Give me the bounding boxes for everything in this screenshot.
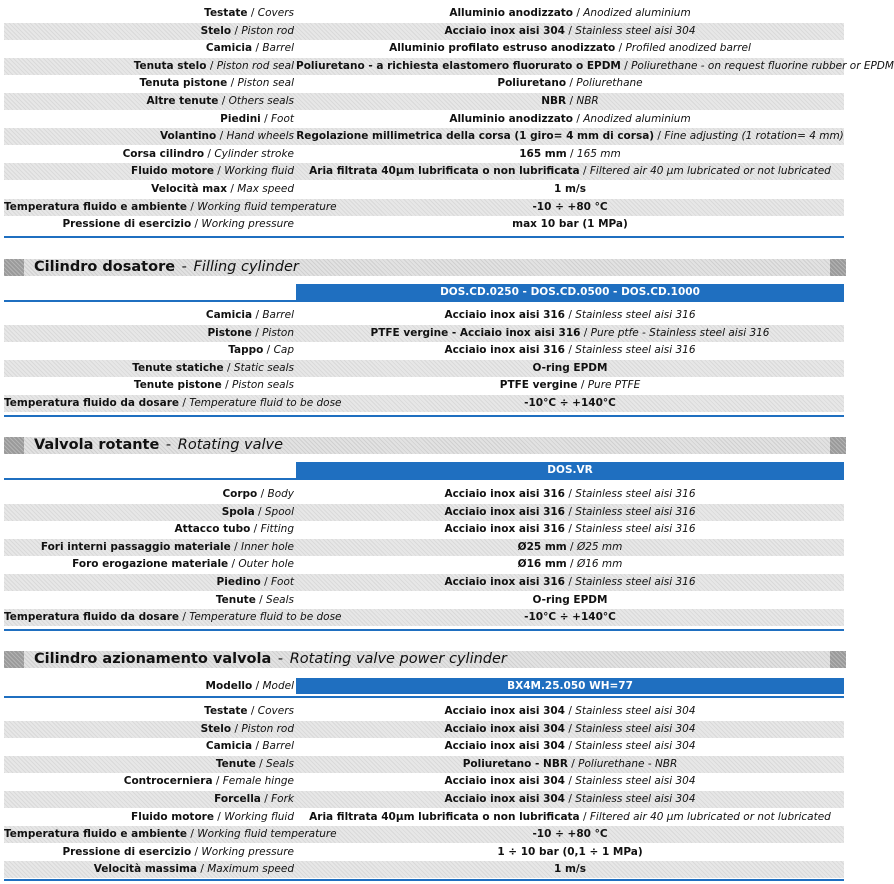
table-row	[4, 791, 844, 808]
table-row	[4, 486, 844, 503]
table-row	[4, 574, 844, 591]
label-it: Corpo	[222, 488, 258, 500]
value-en: Stainless steel aisi 304	[575, 705, 696, 717]
value-en: Ø25 mm	[576, 540, 623, 553]
label-en: Temperature fluid to be dose	[189, 611, 342, 624]
label-it: Volantino	[160, 130, 217, 143]
spec-value: Poliuretano - NBR / Poliurethane - NBR	[462, 757, 678, 770]
value-en: Filtered air 40 µm lubricated or not lubricated	[589, 165, 831, 178]
spec-value	[296, 395, 844, 412]
spec-label: Fluido motore / Working fluid	[131, 165, 294, 178]
table-row	[4, 504, 844, 521]
value-it: NBR	[541, 95, 567, 107]
label-en: Foot	[270, 576, 294, 588]
value-it: -10°C ÷ +140°C	[524, 397, 616, 409]
label-en: Foot	[270, 112, 294, 125]
label-it: Tenuta pistone	[139, 77, 228, 90]
spec-label: Foro erogazione materiale / Outer hole	[72, 558, 294, 571]
spec-label: Attacco tubo / Fitting	[174, 523, 294, 536]
spec-value	[296, 360, 844, 377]
value-it: Acciaio inox aisi 304	[444, 705, 565, 717]
spec-value	[296, 609, 844, 626]
spec-label: Tenuta pistone / Piston seal	[139, 77, 294, 90]
spec-label: Volantino / Hand wheels	[160, 130, 294, 143]
value-it: Regolazione millimetrica della corsa (1 giro= 4 mm di corsa)	[296, 130, 655, 143]
label-it: Corsa cilindro	[122, 147, 205, 160]
spec-value: Acciaio inox aisi 316 / Stainless steel aisi 316	[444, 523, 696, 536]
table-row	[4, 738, 844, 755]
label-it: Tappo	[228, 344, 264, 357]
spec-value: Aria filtrata 40µm lubrificata o non lubrificata / Filtered air 40 µm lubricated or not lubricated	[309, 810, 831, 823]
spec-label: Piedino / Foot	[216, 576, 294, 588]
value-it: 165 mm	[519, 147, 567, 160]
value-it: Aria filtrata 40µm lubrificata o non lubrificata	[309, 165, 580, 178]
table-row	[4, 307, 844, 324]
spec-value: Acciaio inox aisi 316 / Stainless steel aisi 316	[444, 488, 696, 500]
value-it: Ø25 mm	[517, 540, 567, 553]
table-row	[4, 40, 844, 57]
table-row	[4, 539, 844, 556]
table-row	[4, 181, 844, 198]
value-en: Stainless steel aisi 304	[575, 775, 696, 788]
spec-label: Tenute / Seals	[215, 757, 294, 770]
spec-label: Fluido motore / Working fluid	[131, 810, 294, 823]
table-divider	[4, 879, 844, 881]
section-title: Cilindro azionamento valvola - Rotating valve power cylinder	[34, 651, 507, 667]
spec-label: Camicia / Barrel	[205, 740, 294, 753]
spec-label: Corsa cilindro / Cylinder stroke	[122, 147, 294, 160]
spec-value	[296, 826, 844, 843]
value-it: Alluminio anodizzato	[449, 112, 574, 125]
spec-label: Piedini / Foot	[220, 112, 294, 125]
label-it: Camicia	[205, 42, 253, 55]
spec-label: Camicia / Barrel	[205, 309, 294, 321]
table-row	[4, 844, 844, 861]
model-label: Modello / Model	[205, 680, 294, 692]
label-it: Stelo	[200, 722, 232, 735]
spec-value: Acciaio inox aisi 316 / Stainless steel aisi 316	[444, 505, 696, 518]
value-en: Stainless steel aisi 304	[575, 24, 696, 37]
label-en: Covers	[257, 705, 294, 717]
spec-value: Acciaio inox aisi 316 / Stainless steel aisi 316	[444, 576, 696, 588]
value-en: Pure PTFE	[587, 379, 641, 392]
value-it: PTFE vergine - Acciaio inox aisi 316	[370, 326, 581, 339]
label-it: Attacco tubo	[174, 523, 251, 536]
spec-label: Camicia / Barrel	[205, 42, 294, 55]
label-it: Testate	[204, 705, 248, 717]
spec-value: Alluminio profilato estruso anodizzato / Profiled anodized barrel	[389, 42, 751, 55]
spec-label: Tenute statiche / Static seals	[132, 361, 294, 374]
value-en: Stainless steel aisi 316	[575, 309, 696, 321]
label-it: Temperatura fluido e ambiente	[4, 828, 188, 841]
table-divider	[4, 478, 844, 480]
table-row	[4, 128, 844, 145]
model-header: DOS.CD.0250 - DOS.CD.0500 - DOS.CD.1000	[296, 284, 844, 300]
spec-value: PTFE vergine / Pure PTFE	[499, 379, 641, 392]
table-divider	[4, 696, 844, 698]
value-it: Acciaio inox aisi 304	[444, 24, 565, 37]
label-it: Camicia	[205, 740, 253, 753]
value-it: Poliuretano - a richiesta elastomero fluorurato o EPDM	[296, 59, 621, 72]
label-en: Working fluid	[224, 165, 294, 178]
label-en: Barrel	[262, 42, 294, 55]
spec-label: Tenute pistone / Piston seals	[133, 379, 294, 392]
table-row	[4, 111, 844, 128]
table-row	[4, 556, 844, 573]
value-it: Acciaio inox aisi 316	[444, 523, 565, 536]
label-it: Temperatura fluido da dosare	[4, 611, 180, 624]
value-it: -10°C ÷ +140°C	[524, 611, 616, 624]
spec-value: Acciaio inox aisi 304 / Stainless steel aisi 304	[444, 775, 696, 788]
label-en: Maximum speed	[207, 863, 294, 876]
label-en: Static seals	[233, 361, 294, 374]
value-it: O-ring EPDM	[532, 593, 608, 606]
value-en: Stainless steel aisi 304	[575, 722, 696, 735]
value-it: Acciaio inox aisi 304	[444, 722, 565, 735]
section-header-rotating-valve	[4, 437, 846, 454]
spec-value: Poliuretano / Poliurethane	[497, 77, 643, 90]
value-en: Pure ptfe - Stainless steel aisi 316	[590, 326, 770, 339]
value-it: Alluminio profilato estruso anodizzato	[389, 42, 616, 55]
label-en: Fitting	[260, 523, 294, 536]
table-row	[4, 377, 844, 394]
value-en: Poliurethane - NBR	[578, 757, 678, 770]
table-row	[4, 75, 844, 92]
table-row	[4, 773, 844, 790]
spec-value: Acciaio inox aisi 304 / Stainless steel aisi 304	[444, 722, 696, 735]
label-it: Piedini	[220, 112, 261, 125]
section-marker	[4, 259, 24, 276]
section-marker	[830, 259, 846, 276]
label-it: Tenute	[215, 593, 256, 606]
table-row	[4, 5, 844, 22]
spec-label: Tenuta stelo / Piston rod seal	[133, 59, 294, 72]
spec-value: Aria filtrata 40µm lubrificata o non lubrificata / Filtered air 40 µm lubricated or not lubricated	[309, 165, 831, 178]
section-marker	[830, 437, 846, 454]
table-row	[4, 216, 844, 233]
table-divider	[4, 236, 844, 238]
label-en: Cap	[273, 344, 294, 357]
label-en: Piston rod	[241, 722, 294, 735]
value-it: Acciaio inox aisi 316	[444, 505, 565, 518]
spec-label: Pressione di esercizio / Working pressure	[62, 218, 294, 231]
label-it: Tenute pistone	[133, 379, 222, 392]
spec-label: Corpo / Body	[222, 488, 294, 500]
value-it: Poliuretano - NBR	[462, 757, 568, 770]
label-it: Temperatura fluido da dosare	[4, 397, 180, 409]
label-it: Fluido motore	[131, 810, 214, 823]
label-en: Piston rod	[241, 24, 294, 37]
section-marker	[4, 437, 24, 454]
value-en: NBR	[576, 95, 599, 107]
spec-label: Temperatura fluido e ambiente / Working fluid temperature	[4, 200, 337, 213]
spec-value: Regolazione millimetrica della corsa (1 giro= 4 mm di corsa) / Fine adjusting (1 rotation= 4 mm)	[296, 130, 844, 143]
spec-label: Temperatura fluido da dosare / Temperature fluid to be dose	[4, 611, 342, 624]
spec-value: Alluminio anodizzato / Anodized aluminium	[449, 7, 691, 19]
label-it: Testate	[204, 7, 248, 19]
table-row	[4, 521, 844, 538]
value-it: Ø16 mm	[517, 558, 567, 571]
model-header: DOS.VR	[296, 462, 844, 478]
value-en: Poliurethane	[576, 77, 643, 90]
value-it: Acciaio inox aisi 304	[444, 740, 565, 753]
spec-value: Ø25 mm / Ø25 mm	[517, 540, 623, 553]
section-title: Valvola rotante - Rotating valve	[34, 437, 284, 453]
spec-label: Fori interni passaggio materiale / Inner hole	[40, 540, 294, 553]
label-en: Seals	[266, 593, 294, 606]
table-row	[4, 23, 844, 40]
value-it: Acciaio inox aisi 316	[444, 576, 565, 588]
spec-label: Tappo / Cap	[228, 344, 294, 357]
label-it: Velocità massima	[93, 863, 197, 876]
label-en: Hand wheels	[226, 130, 294, 143]
value-it: Poliuretano	[497, 77, 567, 90]
label-it: Pressione di esercizio	[62, 218, 192, 231]
table-row	[4, 756, 844, 773]
value-en: Anodized aluminium	[583, 7, 691, 19]
spec-value	[296, 592, 844, 609]
label-en: Working pressure	[201, 218, 294, 231]
label-en: Temperature fluid to be dose	[189, 397, 342, 409]
spec-value	[296, 181, 844, 198]
spec-value: 165 mm / 165 mm	[519, 147, 621, 160]
spec-label: Temperatura fluido e ambiente / Working fluid temperature	[4, 828, 337, 841]
section-header-filling-cylinder	[4, 259, 846, 276]
value-en: Poliurethane - on request fluorine rubber or EPDM	[631, 59, 894, 72]
label-it: Altre tenute	[146, 95, 219, 107]
spec-value: Acciaio inox aisi 316 / Stainless steel aisi 316	[444, 344, 696, 357]
label-it: Tenuta stelo	[133, 59, 207, 72]
value-it: Aria filtrata 40µm lubrificata o non lubrificata	[309, 810, 580, 823]
value-en: Profiled anodized barrel	[625, 42, 751, 55]
label-it: Controcerniera	[123, 775, 213, 788]
spec-value	[296, 844, 844, 861]
label-en: Female hinge	[222, 775, 294, 788]
label-it: Forcella	[214, 793, 261, 805]
spec-label: Temperatura fluido da dosare / Temperature fluid to be dose	[4, 397, 342, 409]
label-en: Body	[267, 488, 294, 500]
value-it: 1 m/s	[554, 183, 586, 195]
value-it: -10 ÷ +80 °C	[532, 200, 608, 213]
value-en: Stainless steel aisi 304	[575, 740, 696, 753]
label-it: Pressione di esercizio	[62, 845, 192, 858]
spec-label: Spola / Spool	[221, 505, 294, 518]
spec-value: Ø16 mm / Ø16 mm	[517, 558, 623, 571]
label-it: Fluido motore	[131, 165, 214, 178]
label-en: Working fluid temperature	[197, 828, 337, 841]
spec-label: Altre tenute / Others seals	[146, 95, 294, 107]
table-divider	[4, 300, 844, 302]
value-en: 165 mm	[576, 147, 621, 160]
value-it: max 10 bar (1 MPa)	[512, 218, 628, 231]
spec-value	[296, 216, 844, 233]
label-it: Stelo	[200, 24, 232, 37]
label-en: Piston	[262, 326, 294, 339]
table-row	[4, 360, 844, 377]
label-it: Spola	[221, 505, 255, 518]
value-en: Ø16 mm	[576, 558, 623, 571]
table-row	[4, 826, 844, 843]
label-en: Fork	[271, 793, 294, 805]
label-en: Covers	[257, 7, 294, 19]
table-row	[4, 592, 844, 609]
value-en: Filtered air 40 µm lubricated or not lubricated	[589, 810, 831, 823]
spec-value: Acciaio inox aisi 304 / Stainless steel aisi 304	[444, 793, 696, 805]
value-it: Acciaio inox aisi 316	[444, 309, 565, 321]
spec-value	[296, 861, 844, 878]
spec-value: NBR / NBR	[541, 95, 599, 107]
spec-value: Poliuretano - a richiesta elastomero fluorurato o EPDM / Poliurethane - on request fluorine rubber or EPDM	[296, 59, 894, 72]
table-row	[4, 609, 844, 626]
spec-value: PTFE vergine - Acciaio inox aisi 316 / Pure ptfe - Stainless steel aisi 316	[370, 326, 770, 339]
table-divider	[4, 415, 844, 417]
table-row	[4, 809, 844, 826]
table-row	[4, 721, 844, 738]
spec-label: Velocità massima / Maximum speed	[93, 863, 294, 876]
label-en: Working fluid	[224, 810, 294, 823]
spec-value	[296, 199, 844, 216]
spec-label: Velocità max / Max speed	[151, 183, 294, 195]
spec-value: Alluminio anodizzato / Anodized aluminium	[449, 112, 691, 125]
label-it: Tenute statiche	[132, 361, 224, 374]
table-row	[4, 703, 844, 720]
value-en: Stainless steel aisi 316	[575, 488, 696, 500]
value-en: Stainless steel aisi 304	[575, 793, 696, 805]
spec-label: Stelo / Piston rod	[200, 722, 294, 735]
table-row	[4, 861, 844, 878]
label-it: Foro erogazione materiale	[72, 558, 229, 571]
section-header-valve-power-cylinder	[4, 651, 846, 668]
label-en: Outer hole	[238, 558, 294, 571]
value-en: Stainless steel aisi 316	[575, 505, 696, 518]
value-it: Acciaio inox aisi 316	[444, 488, 565, 500]
spec-value: Acciaio inox aisi 316 / Stainless steel aisi 316	[444, 309, 696, 321]
model-header: BX4M.25.050 WH=77	[296, 678, 844, 694]
spec-value: Acciaio inox aisi 304 / Stainless steel aisi 304	[444, 705, 696, 717]
label-en: Piston rod seal	[216, 59, 294, 72]
label-en: Others seals	[228, 95, 294, 107]
table-row	[4, 395, 844, 412]
table-row	[4, 93, 844, 110]
label-en: Piston seal	[237, 77, 294, 90]
spec-label: Tenute / Seals	[215, 593, 294, 606]
value-it: Alluminio anodizzato	[449, 7, 574, 19]
table-row	[4, 58, 894, 75]
label-it: Fori interni passaggio materiale	[40, 540, 231, 553]
label-en: Piston seals	[231, 379, 294, 392]
value-en: Stainless steel aisi 316	[575, 576, 696, 588]
label-it: Camicia	[205, 309, 253, 321]
value-it: Acciaio inox aisi 304	[444, 793, 565, 805]
label-it: Pistone	[207, 326, 252, 339]
spec-label: Testate / Covers	[204, 705, 294, 717]
table-row	[4, 163, 844, 180]
table-row	[4, 342, 844, 359]
section-title: Cilindro dosatore - Filling cylinder	[34, 259, 299, 275]
label-en: Spool	[264, 505, 294, 518]
label-it: Velocità max	[151, 183, 228, 195]
table-row	[4, 325, 844, 342]
value-en: Fine adjusting (1 rotation= 4 mm)	[664, 130, 844, 143]
spec-value: Acciaio inox aisi 304 / Stainless steel aisi 304	[444, 24, 696, 37]
spec-label: Controcerniera / Female hinge	[123, 775, 294, 788]
value-it: PTFE vergine	[499, 379, 578, 392]
label-en: Max speed	[237, 183, 294, 195]
table-divider	[4, 629, 844, 631]
spec-label: Testate / Covers	[204, 7, 294, 19]
section-marker	[830, 651, 846, 668]
spec-label: Stelo / Piston rod	[200, 24, 294, 37]
value-en: Stainless steel aisi 316	[575, 523, 696, 536]
value-it: 1 ÷ 10 bar (0,1 ÷ 1 MPa)	[497, 845, 643, 858]
value-it: 1 m/s	[554, 863, 586, 876]
value-it: Acciaio inox aisi 304	[444, 775, 565, 788]
value-it: Acciaio inox aisi 316	[444, 344, 565, 357]
label-en: Working fluid temperature	[197, 200, 337, 213]
label-en: Working pressure	[201, 845, 294, 858]
spec-label: Pressione di esercizio / Working pressure	[62, 845, 294, 858]
label-en: Inner hole	[241, 540, 294, 553]
label-en: Cylinder stroke	[214, 147, 294, 160]
section-marker	[4, 651, 24, 668]
label-en: Barrel	[262, 740, 294, 753]
spec-label: Forcella / Fork	[214, 793, 294, 805]
value-it: O-ring EPDM	[532, 361, 608, 374]
value-it: -10 ÷ +80 °C	[532, 828, 608, 841]
label-en: Barrel	[262, 309, 294, 321]
value-en: Anodized aluminium	[583, 112, 691, 125]
table-row	[4, 199, 844, 216]
label-en: Seals	[266, 757, 294, 770]
label-it: Temperatura fluido e ambiente	[4, 200, 188, 213]
value-en: Stainless steel aisi 316	[575, 344, 696, 357]
spec-label: Pistone / Piston	[207, 326, 294, 339]
label-it: Piedino	[216, 576, 261, 588]
table-row	[4, 146, 844, 163]
spec-value: Acciaio inox aisi 304 / Stainless steel aisi 304	[444, 740, 696, 753]
label-it: Tenute	[215, 757, 256, 770]
